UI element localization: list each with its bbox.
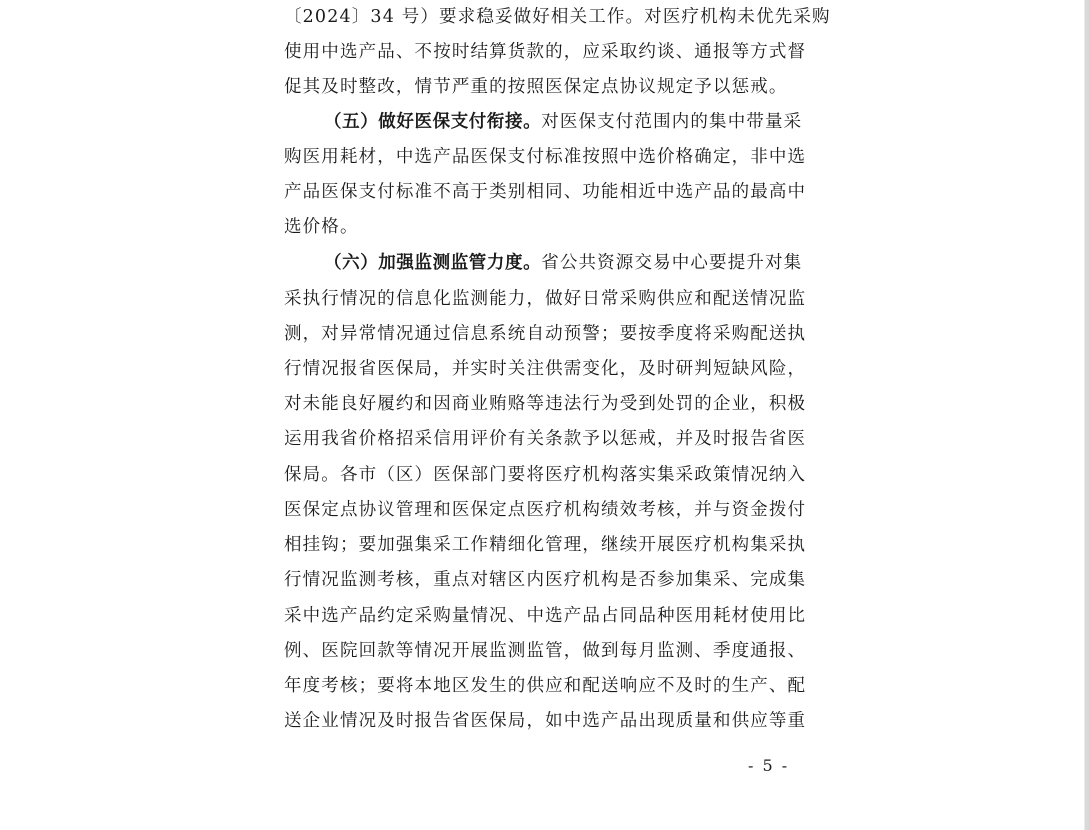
text-line: 对未能良好履约和因商业贿赂等违法行为受到处罚的企业，积极 bbox=[284, 394, 807, 414]
text-line: 相挂钩；要加强集采工作精细化管理，继续开展医疗机构集采执 bbox=[284, 535, 807, 555]
text-line: 采中选产品约定采购量情况、中选产品占同品种医用耗材使用比 bbox=[284, 606, 807, 626]
text-run: 对医保支付范围内的集中带量采 bbox=[541, 112, 803, 132]
text-line: 选价格。 bbox=[284, 217, 359, 237]
section-heading: （五）做好医保支付衔接。 bbox=[324, 112, 542, 132]
text-line: 测，对异常情况通过信息系统自动预警；要按季度将采购配送执 bbox=[284, 324, 807, 344]
text-line: 产品医保支付标准不高于类别相同、功能相近中选产品的最高中 bbox=[284, 182, 807, 202]
text-line: 行情况报省医保局，并实时关注供需变化，及时研判短缺风险， bbox=[284, 359, 807, 379]
text-line: 采执行情况的信息化监测能力，做好日常采购供应和配送情况监 bbox=[284, 289, 807, 309]
paragraph-line bbox=[324, 246, 802, 281]
text-line: 〔2024〕34 号）要求稳妥做好相关工作。对医疗机构未优先采购 bbox=[284, 7, 831, 27]
text-line: 年度考核；要将本地区发生的供应和配送响应不及时的生产、配 bbox=[284, 676, 807, 696]
scrollbar[interactable] bbox=[1085, 0, 1089, 830]
text-line: 促其及时整改，情节严重的按照医保定点协议规定予以惩戒。 bbox=[284, 77, 788, 97]
text-run: 省公共资源交易中心要提升对集 bbox=[541, 253, 803, 273]
page-number: - 5 - bbox=[748, 756, 790, 775]
paragraph-line bbox=[324, 105, 802, 140]
text-line: 行情况监测考核，重点对辖区内医疗机构是否参加集采、完成集 bbox=[284, 570, 807, 590]
section-heading: （六）加强监测监管力度。 bbox=[324, 253, 542, 273]
text-line: 运用我省价格招采信用评价有关条款予以惩戒，并及时报告省医 bbox=[284, 429, 807, 449]
text-line: 例、医院回款等情况开展监测监管，做到每月监测、季度通报、 bbox=[284, 641, 807, 661]
text-line: 使用中选产品、不按时结算货款的，应采取约谈、通报等方式督 bbox=[284, 42, 807, 62]
text-line: 送企业情况及时报告省医保局，如中选产品出现质量和供应等重 bbox=[284, 711, 807, 731]
text-line: 医保定点协议管理和医保定点医疗机构绩效考核，并与资金拨付 bbox=[284, 500, 807, 520]
text-line: 保局。各市（区）医保部门要将医疗机构落实集采政策情况纳入 bbox=[284, 465, 807, 485]
text-line: 购医用耗材，中选产品医保支付标准按照中选价格确定，非中选 bbox=[284, 147, 807, 167]
